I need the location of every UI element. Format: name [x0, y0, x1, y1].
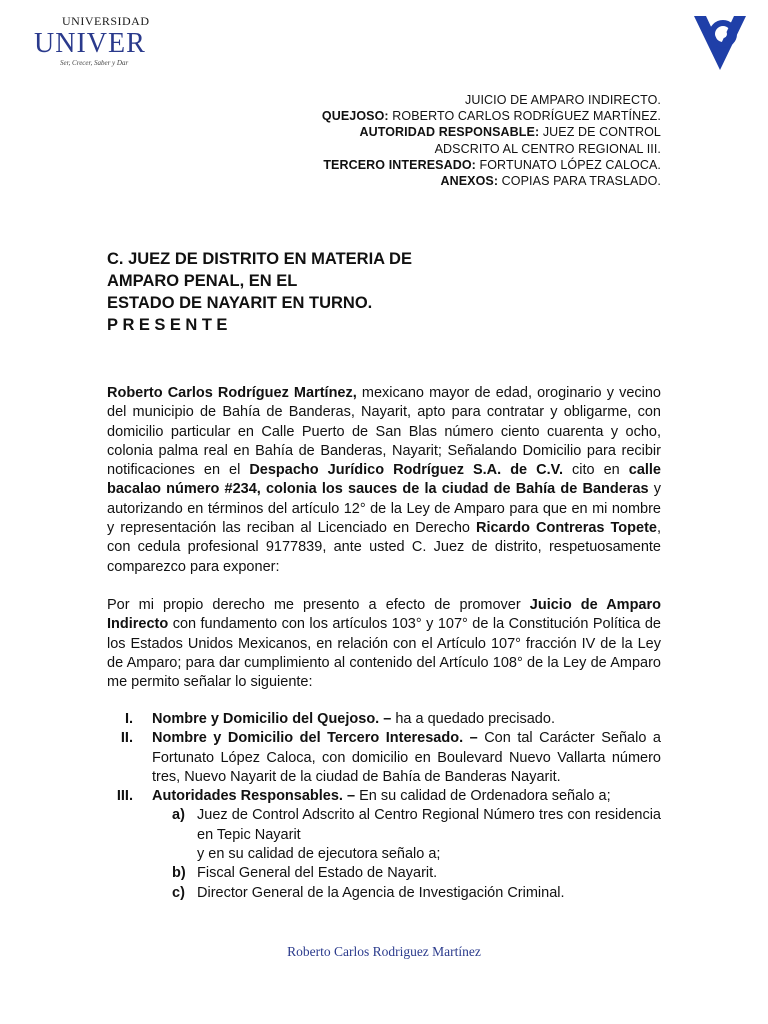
intro-text-2: cito en [563, 462, 629, 479]
list-number: II. [120, 730, 133, 747]
list-item-text: Con tal Carácter Señalo a Fortunato López Caloca, con domicilio en Boulevard Nuevo Vallarta número tres, Nuevo Nayarit de la ciudad de Bahía de Banderas Nayarit. [152, 730, 661, 785]
list-item-title: Autoridades Responsables. – [152, 788, 356, 805]
list-item [107, 787, 661, 806]
case-header [322, 92, 661, 189]
sub-list-text: y en su calidad de ejecutora señalo a; [197, 846, 441, 863]
foundation-paragraph [107, 596, 661, 692]
intro-text-4: , con cedula profesional 9177839, ante usted C. Juez de distrito, respetuosamente comparezco para exponer: [107, 520, 661, 575]
intro-paragraph [107, 384, 661, 577]
autoridad-label: AUTORIDAD RESPONSABLE: [359, 125, 540, 140]
list-item-title: Nombre y Domicilio del Quejoso. – [152, 711, 392, 727]
sub-list-continuation [152, 845, 661, 864]
quejoso-name: Roberto Carlos Rodríguez Martínez, [107, 385, 357, 401]
addressee-block [107, 248, 667, 336]
intro-text-1: mexicano mayor de edad, oroginario y vecino del municipio de Bahía de Banderas, Nayarit, apto para contratar y obligarme, con domicilio particular en Calle Puerto de San Blas número ciento cuarenta y ocho, colonia palma real en Bahía de Banderas, Nayarit; Señalando Domicilio para recibir notificaciones en el [107, 385, 661, 479]
intro-text-3: y autorizando en términos del artículo 12° de la Ley de Amparo para que en mi nombre y representación las reciban al Licenciado en Derecho [107, 481, 662, 537]
univer-emblem-icon [690, 12, 750, 74]
sub-list-item [152, 806, 661, 845]
sub-list-text: Director General de la Agencia de Investigación Criminal. [197, 884, 565, 901]
list-item [107, 729, 661, 787]
quejoso-line [322, 108, 661, 124]
autoridad-value: JUEZ DE CONTROL [542, 125, 661, 140]
tercero-value: FORTUNATO LÓPEZ CALOCA. [479, 157, 661, 172]
footer-signature: Roberto Carlos Rodriguez Martínez [287, 944, 481, 959]
tercero-label: TERCERO INTERESADO: [323, 157, 476, 172]
logo-slogan: Ser, Crecer, Saber y Dar [60, 59, 129, 67]
logo-main-text: UNIVER [34, 28, 146, 59]
autoridad-line-2: ADSCRITO AL CENTRO REGIONAL III. [434, 141, 661, 156]
list-item-title: Nombre y Domicilio del Tercero Interesado. – [152, 730, 478, 747]
sub-list-letter: c) [172, 884, 185, 901]
amparo-type: Juicio de Amparo Indirecto [107, 597, 661, 633]
anexos-label: ANEXOS: [440, 174, 499, 189]
quejoso-value: ROBERTO CARLOS RODRÍGUEZ MARTÍNEZ. [392, 109, 661, 124]
addressee-line-2: AMPARO PENAL, EN EL [107, 272, 298, 290]
autoridad-line [322, 124, 661, 140]
foundation-text-2: con fundamento con los artículos 103° y 107° de la Constitución Política de los Estados Unidos Mexicanos, en relación con el Artículo 107° fracción IV de la Ley de Amparo; para dar cumplimiento al contenido del Artículo 108° de la Ley de Amparo me permito señalar lo siguiente: [107, 616, 661, 691]
foundation-text-1: Por mi propio derecho me presento a efecto de promover [107, 597, 530, 613]
list-item [107, 710, 661, 729]
sub-list-letter: a) [172, 807, 185, 824]
university-logo [34, 14, 194, 67]
addressee-line-3: ESTADO DE NAYARIT EN TURNO. [107, 294, 373, 312]
anexos-line [322, 173, 661, 189]
numbered-list [107, 710, 661, 903]
quejoso-label: QUEJOSO: [321, 109, 389, 124]
case-type: JUICIO DE AMPARO INDIRECTO. [464, 93, 661, 107]
sub-list-item [152, 884, 661, 903]
list-item-text: ha a quedado precisado. [391, 711, 555, 727]
sub-list-text: Fiscal General del Estado de Nayarit. [197, 865, 438, 882]
sub-list-item [152, 864, 661, 883]
tercero-line [322, 157, 661, 173]
law-firm-address: calle bacalao número #234, colonia los sauces de la ciudad de Bahía de Banderas [107, 462, 661, 498]
presente-heading: PRESENTE [107, 316, 232, 334]
anexos-value: COPIAS PARA TRASLADO. [501, 174, 661, 189]
addressee-line-1: C. JUEZ DE DISTRITO EN MATERIA DE [107, 250, 412, 268]
list-item-text: En su calidad de Ordenadora señalo a; [355, 788, 611, 805]
list-number: I. [124, 711, 133, 727]
sub-list-letter: b) [172, 865, 186, 882]
logo-small-text: UNIVERSIDAD [62, 14, 150, 28]
sub-list-text: Juez de Control Adscrito al Centro Regional Número tres con residencia en Tepic Nayarit [197, 807, 661, 843]
list-number: III. [116, 788, 133, 805]
law-firm-name: Despacho Jurídico Rodríguez S.A. de C.V. [249, 462, 563, 479]
lawyer-name: Ricardo Contreras Topete [475, 520, 657, 537]
